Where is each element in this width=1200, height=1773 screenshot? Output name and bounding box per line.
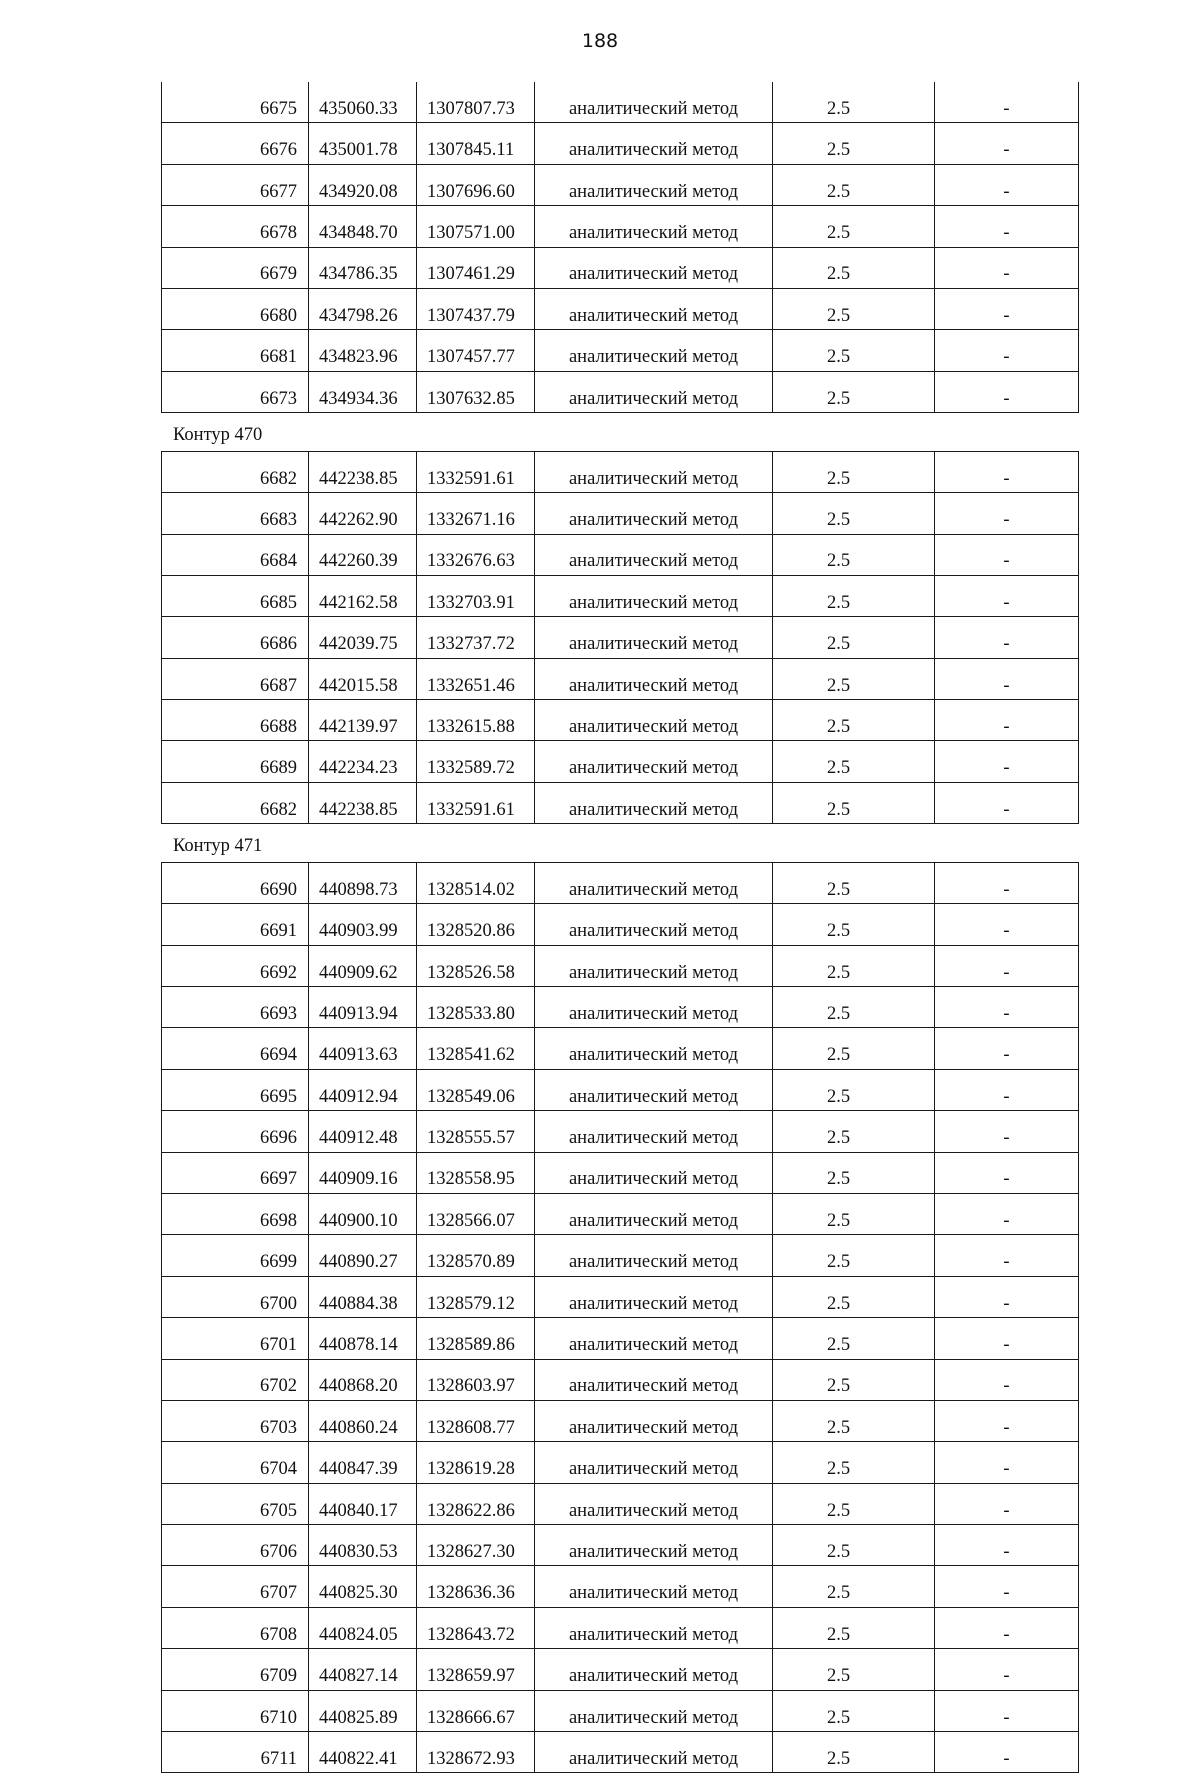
y-coordinate-cell: 1307571.00 [417,206,535,247]
y-coordinate-cell: 1328627.30 [417,1525,535,1566]
point-number-cell: 6683 [162,493,309,534]
method-cell: аналитический метод [535,82,773,123]
x-coordinate-cell: 440909.62 [309,945,417,986]
y-coordinate-cell: 1307461.29 [417,247,535,288]
coordinates-table [161,82,1079,413]
point-number-cell: 6687 [162,658,309,699]
accuracy-cell: 2.5 [773,82,935,123]
accuracy-cell: 2.5 [773,1400,935,1441]
page-number: 188 [581,30,619,52]
accuracy-cell: 2.5 [773,1028,935,1069]
point-number-cell: 6682 [162,451,309,492]
accuracy-cell: 2.5 [773,1111,935,1152]
accuracy-cell: 2.5 [773,1732,935,1773]
x-coordinate-cell: 440900.10 [309,1193,417,1234]
note-cell: - [935,534,1079,575]
table-row [162,534,1079,575]
note-cell: - [935,1152,1079,1193]
point-number-cell: 6702 [162,1359,309,1400]
x-coordinate-cell: 440878.14 [309,1318,417,1359]
x-coordinate-cell: 434798.26 [309,288,417,329]
y-coordinate-cell: 1328566.07 [417,1193,535,1234]
accuracy-cell: 2.5 [773,534,935,575]
y-coordinate-cell: 1328619.28 [417,1442,535,1483]
accuracy-cell: 2.5 [773,904,935,945]
table-row [162,987,1079,1028]
x-coordinate-cell: 440890.27 [309,1235,417,1276]
x-coordinate-cell: 440912.94 [309,1069,417,1110]
accuracy-cell: 2.5 [773,862,935,903]
table-row [162,1235,1079,1276]
point-number-cell: 6689 [162,741,309,782]
x-coordinate-cell: 440847.39 [309,1442,417,1483]
point-number-cell: 6709 [162,1649,309,1690]
note-cell: - [935,1732,1079,1773]
method-cell: аналитический метод [535,534,773,575]
x-coordinate-cell: 442238.85 [309,782,417,823]
y-coordinate-cell: 1328666.67 [417,1690,535,1731]
point-number-cell: 6690 [162,862,309,903]
accuracy-cell: 2.5 [773,330,935,371]
y-coordinate-cell: 1332591.61 [417,451,535,492]
y-coordinate-cell: 1332651.46 [417,658,535,699]
table-row [162,617,1079,658]
point-number-cell: 6676 [162,123,309,164]
accuracy-cell: 2.5 [773,371,935,412]
y-coordinate-cell: 1332703.91 [417,575,535,616]
table-row [162,1525,1079,1566]
note-cell: - [935,617,1079,658]
note-cell: - [935,371,1079,412]
table-row [162,1566,1079,1607]
point-number-cell: 6681 [162,330,309,371]
y-coordinate-cell: 1328520.86 [417,904,535,945]
method-cell: аналитический метод [535,330,773,371]
note-cell: - [935,658,1079,699]
accuracy-cell: 2.5 [773,247,935,288]
note-cell: - [935,247,1079,288]
note-cell: - [935,1359,1079,1400]
table-row [162,700,1079,741]
method-cell: аналитический метод [535,1525,773,1566]
x-coordinate-cell: 440909.16 [309,1152,417,1193]
point-number-cell: 6694 [162,1028,309,1069]
method-cell: аналитический метод [535,1607,773,1648]
method-cell: аналитический метод [535,371,773,412]
x-coordinate-cell: 442238.85 [309,451,417,492]
point-number-cell: 6698 [162,1193,309,1234]
accuracy-cell: 2.5 [773,451,935,492]
method-cell: аналитический метод [535,1152,773,1193]
accuracy-cell: 2.5 [773,1359,935,1400]
method-cell: аналитический метод [535,1400,773,1441]
x-coordinate-cell: 440903.99 [309,904,417,945]
x-coordinate-cell: 435001.78 [309,123,417,164]
note-cell: - [935,123,1079,164]
method-cell: аналитический метод [535,741,773,782]
method-cell: аналитический метод [535,575,773,616]
note-cell: - [935,1193,1079,1234]
point-number-cell: 6678 [162,206,309,247]
method-cell: аналитический метод [535,451,773,492]
method-cell: аналитический метод [535,1483,773,1524]
point-number-cell: 6684 [162,534,309,575]
x-coordinate-cell: 440825.30 [309,1566,417,1607]
note-cell: - [935,700,1079,741]
point-number-cell: 6704 [162,1442,309,1483]
x-coordinate-cell: 434934.36 [309,371,417,412]
method-cell: аналитический метод [535,1318,773,1359]
y-coordinate-cell: 1307437.79 [417,288,535,329]
table-row [162,493,1079,534]
accuracy-cell: 2.5 [773,575,935,616]
method-cell: аналитический метод [535,164,773,205]
point-number-cell: 6706 [162,1525,309,1566]
accuracy-cell: 2.5 [773,1483,935,1524]
table-row [162,862,1079,903]
x-coordinate-cell: 434823.96 [309,330,417,371]
accuracy-cell: 2.5 [773,945,935,986]
point-number-cell: 6699 [162,1235,309,1276]
method-cell: аналитический метод [535,1649,773,1690]
method-cell: аналитический метод [535,493,773,534]
point-number-cell: 6682 [162,782,309,823]
method-cell: аналитический метод [535,862,773,903]
table-row [162,1318,1079,1359]
accuracy-cell: 2.5 [773,1069,935,1110]
y-coordinate-cell: 1332737.72 [417,617,535,658]
x-coordinate-cell: 434920.08 [309,164,417,205]
note-cell: - [935,1069,1079,1110]
point-number-cell: 6700 [162,1276,309,1317]
x-coordinate-cell: 440913.63 [309,1028,417,1069]
x-coordinate-cell: 440830.53 [309,1525,417,1566]
method-cell: аналитический метод [535,1566,773,1607]
y-coordinate-cell: 1328659.97 [417,1649,535,1690]
accuracy-cell: 2.5 [773,658,935,699]
accuracy-cell: 2.5 [773,1525,935,1566]
table-row [162,371,1079,412]
point-number-cell: 6707 [162,1566,309,1607]
table-row [162,1607,1079,1648]
y-coordinate-cell: 1328603.97 [417,1359,535,1400]
method-cell: аналитический метод [535,1732,773,1773]
y-coordinate-cell: 1328555.57 [417,1111,535,1152]
accuracy-cell: 2.5 [773,206,935,247]
table-row [162,1732,1079,1773]
point-number-cell: 6675 [162,82,309,123]
table-row [162,658,1079,699]
coordinates-table [161,451,1079,825]
note-cell: - [935,987,1079,1028]
table-row [162,451,1079,492]
coordinates-table [161,862,1079,1773]
method-cell: аналитический метод [535,1690,773,1731]
y-coordinate-cell: 1328622.86 [417,1483,535,1524]
note-cell: - [935,1442,1079,1483]
accuracy-cell: 2.5 [773,1566,935,1607]
point-number-cell: 6705 [162,1483,309,1524]
table-row [162,164,1079,205]
table-row [162,1649,1079,1690]
method-cell: аналитический метод [535,1069,773,1110]
contour-label: Контур 471 [173,836,263,857]
y-coordinate-cell: 1328579.12 [417,1276,535,1317]
y-coordinate-cell: 1328514.02 [417,862,535,903]
point-number-cell: 6686 [162,617,309,658]
y-coordinate-cell: 1307845.11 [417,123,535,164]
point-number-cell: 6688 [162,700,309,741]
method-cell: аналитический метод [535,617,773,658]
y-coordinate-cell: 1328549.06 [417,1069,535,1110]
method-cell: аналитический метод [535,123,773,164]
table-row [162,123,1079,164]
accuracy-cell: 2.5 [773,1276,935,1317]
note-cell: - [935,493,1079,534]
note-cell: - [935,575,1079,616]
point-number-cell: 6701 [162,1318,309,1359]
method-cell: аналитический метод [535,247,773,288]
y-coordinate-cell: 1328526.58 [417,945,535,986]
y-coordinate-cell: 1328589.86 [417,1318,535,1359]
x-coordinate-cell: 442234.23 [309,741,417,782]
y-coordinate-cell: 1328558.95 [417,1152,535,1193]
y-coordinate-cell: 1328608.77 [417,1400,535,1441]
note-cell: - [935,1235,1079,1276]
note-cell: - [935,1483,1079,1524]
method-cell: аналитический метод [535,1235,773,1276]
method-cell: аналитический метод [535,1442,773,1483]
note-cell: - [935,782,1079,823]
y-coordinate-cell: 1328672.93 [417,1732,535,1773]
x-coordinate-cell: 440840.17 [309,1483,417,1524]
y-coordinate-cell: 1332676.63 [417,534,535,575]
y-coordinate-cell: 1332591.61 [417,782,535,823]
note-cell: - [935,1649,1079,1690]
method-cell: аналитический метод [535,1359,773,1400]
accuracy-cell: 2.5 [773,1318,935,1359]
accuracy-cell: 2.5 [773,1193,935,1234]
x-coordinate-cell: 435060.33 [309,82,417,123]
y-coordinate-cell: 1332589.72 [417,741,535,782]
note-cell: - [935,1400,1079,1441]
x-coordinate-cell: 434786.35 [309,247,417,288]
accuracy-cell: 2.5 [773,617,935,658]
table-row [162,741,1079,782]
note-cell: - [935,451,1079,492]
table-row [162,1483,1079,1524]
table-row [162,1690,1079,1731]
x-coordinate-cell: 434848.70 [309,206,417,247]
note-cell: - [935,862,1079,903]
method-cell: аналитический метод [535,945,773,986]
x-coordinate-cell: 440827.14 [309,1649,417,1690]
x-coordinate-cell: 442139.97 [309,700,417,741]
x-coordinate-cell: 440825.89 [309,1690,417,1731]
note-cell: - [935,206,1079,247]
method-cell: аналитический метод [535,288,773,329]
x-coordinate-cell: 442015.58 [309,658,417,699]
method-cell: аналитический метод [535,206,773,247]
accuracy-cell: 2.5 [773,1152,935,1193]
method-cell: аналитический метод [535,1276,773,1317]
accuracy-cell: 2.5 [773,741,935,782]
y-coordinate-cell: 1328541.62 [417,1028,535,1069]
y-coordinate-cell: 1332615.88 [417,700,535,741]
method-cell: аналитический метод [535,782,773,823]
point-number-cell: 6677 [162,164,309,205]
accuracy-cell: 2.5 [773,1607,935,1648]
x-coordinate-cell: 442039.75 [309,617,417,658]
x-coordinate-cell: 440913.94 [309,987,417,1028]
table-row [162,1111,1079,1152]
x-coordinate-cell: 440824.05 [309,1607,417,1648]
table-row [162,782,1079,823]
accuracy-cell: 2.5 [773,1690,935,1731]
y-coordinate-cell: 1307807.73 [417,82,535,123]
y-coordinate-cell: 1328570.89 [417,1235,535,1276]
y-coordinate-cell: 1328636.36 [417,1566,535,1607]
note-cell: - [935,1607,1079,1648]
table-row [162,1276,1079,1317]
note-cell: - [935,1525,1079,1566]
note-cell: - [935,1318,1079,1359]
point-number-cell: 6695 [162,1069,309,1110]
point-number-cell: 6693 [162,987,309,1028]
point-number-cell: 6680 [162,288,309,329]
point-number-cell: 6711 [162,1732,309,1773]
table-row [162,904,1079,945]
table-row [162,1193,1079,1234]
point-number-cell: 6710 [162,1690,309,1731]
table-row [162,1152,1079,1193]
method-cell: аналитический метод [535,700,773,741]
accuracy-cell: 2.5 [773,1649,935,1690]
accuracy-cell: 2.5 [773,1442,935,1483]
table-row [162,288,1079,329]
table-row [162,1028,1079,1069]
accuracy-cell: 2.5 [773,164,935,205]
y-coordinate-cell: 1307632.85 [417,371,535,412]
y-coordinate-cell: 1328533.80 [417,987,535,1028]
coordinates-document [161,82,1078,1773]
point-number-cell: 6697 [162,1152,309,1193]
note-cell: - [935,1566,1079,1607]
x-coordinate-cell: 442260.39 [309,534,417,575]
x-coordinate-cell: 440912.48 [309,1111,417,1152]
note-cell: - [935,1690,1079,1731]
point-number-cell: 6696 [162,1111,309,1152]
table-row [162,945,1079,986]
point-number-cell: 6691 [162,904,309,945]
point-number-cell: 6708 [162,1607,309,1648]
table-row [162,1069,1079,1110]
note-cell: - [935,1111,1079,1152]
y-coordinate-cell: 1332671.16 [417,493,535,534]
point-number-cell: 6685 [162,575,309,616]
x-coordinate-cell: 440884.38 [309,1276,417,1317]
table-row [162,575,1079,616]
table-row [162,82,1079,123]
note-cell: - [935,904,1079,945]
method-cell: аналитический метод [535,987,773,1028]
point-number-cell: 6679 [162,247,309,288]
table-row [162,330,1079,371]
y-coordinate-cell: 1307457.77 [417,330,535,371]
x-coordinate-cell: 442262.90 [309,493,417,534]
table-row [162,247,1079,288]
note-cell: - [935,288,1079,329]
y-coordinate-cell: 1307696.60 [417,164,535,205]
note-cell: - [935,330,1079,371]
point-number-cell: 6692 [162,945,309,986]
table-row [162,206,1079,247]
note-cell: - [935,741,1079,782]
accuracy-cell: 2.5 [773,1235,935,1276]
method-cell: аналитический метод [535,1193,773,1234]
y-coordinate-cell: 1328643.72 [417,1607,535,1648]
point-number-cell: 6703 [162,1400,309,1441]
contour-label: Контур 470 [173,425,263,446]
x-coordinate-cell: 440860.24 [309,1400,417,1441]
table-row [162,1442,1079,1483]
note-cell: - [935,164,1079,205]
note-cell: - [935,82,1079,123]
accuracy-cell: 2.5 [773,123,935,164]
note-cell: - [935,945,1079,986]
x-coordinate-cell: 440822.41 [309,1732,417,1773]
method-cell: аналитический метод [535,658,773,699]
x-coordinate-cell: 440868.20 [309,1359,417,1400]
point-number-cell: 6673 [162,371,309,412]
table-row [162,1400,1079,1441]
accuracy-cell: 2.5 [773,782,935,823]
accuracy-cell: 2.5 [773,493,935,534]
x-coordinate-cell: 442162.58 [309,575,417,616]
method-cell: аналитический метод [535,1028,773,1069]
accuracy-cell: 2.5 [773,700,935,741]
note-cell: - [935,1276,1079,1317]
table-row [162,1359,1079,1400]
accuracy-cell: 2.5 [773,288,935,329]
x-coordinate-cell: 440898.73 [309,862,417,903]
method-cell: аналитический метод [535,904,773,945]
accuracy-cell: 2.5 [773,987,935,1028]
method-cell: аналитический метод [535,1111,773,1152]
note-cell: - [935,1028,1079,1069]
